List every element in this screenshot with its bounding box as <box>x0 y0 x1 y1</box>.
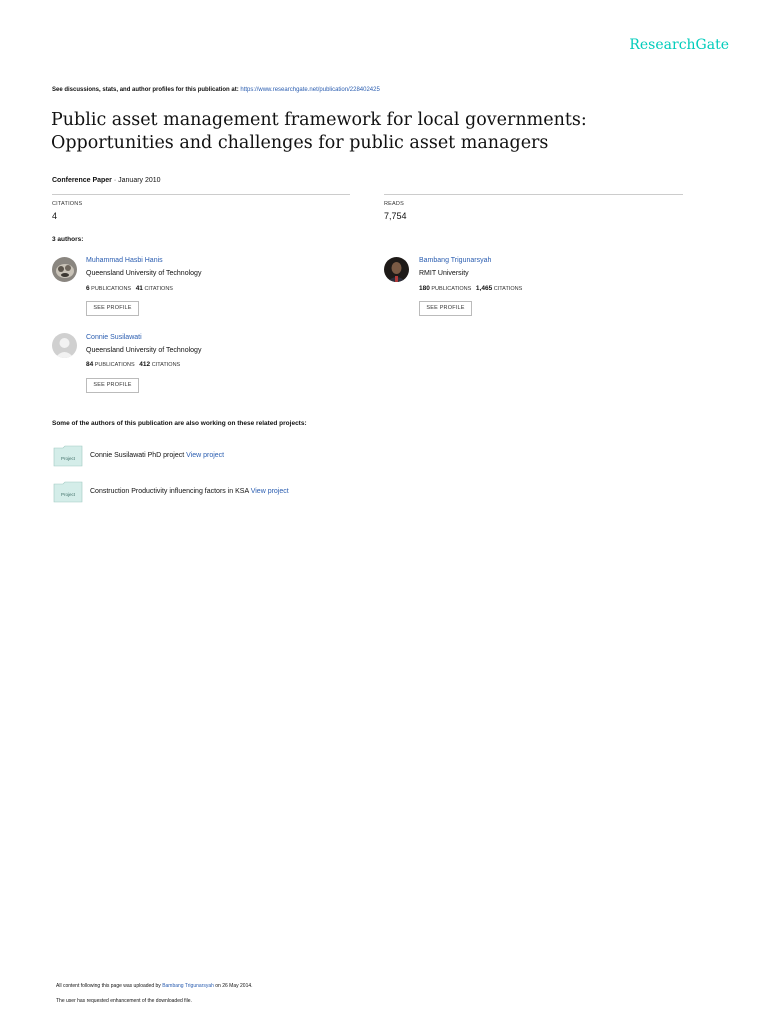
citations-value: 4 <box>52 211 58 221</box>
citations-count: 412 <box>139 361 151 368</box>
publications-label: PUBLICATIONS <box>94 362 135 368</box>
avatar-photo-icon <box>52 257 77 282</box>
researchgate-logo[interactable]: ResearchGate <box>629 37 729 53</box>
author-avatar[interactable] <box>52 333 77 358</box>
uploader-link[interactable]: Bambang Trigunarsyah <box>162 983 214 989</box>
publication-link[interactable]: https://www.researchgate.net/publication/228402425 <box>240 87 380 93</box>
reads-value: 7,754 <box>384 211 407 221</box>
discussion-text: See discussions, stats, and author profiles for this publication at: <box>52 87 239 93</box>
author-avatar[interactable] <box>384 257 409 282</box>
publications-label: PUBLICATIONS <box>431 286 472 292</box>
citations-count: 1,465 <box>475 285 493 292</box>
citations-count: 41 <box>135 285 143 292</box>
project-folder-icon[interactable] <box>53 481 83 503</box>
enhancement-note: The user has requested enhancement of the downloaded file. <box>56 998 192 1004</box>
paper-meta <box>52 177 161 184</box>
paper-title: Public asset management framework for local governments: Opportunities and challenges for public asset managers <box>51 110 587 153</box>
author-stats <box>419 285 522 292</box>
paper-type: Conference Paper <box>52 177 112 184</box>
upload-date: on 26 May 2014. <box>215 983 253 989</box>
discussion-line <box>52 87 380 93</box>
author-stats <box>86 361 180 368</box>
project-icon-label: Project <box>60 492 76 497</box>
project-title: Connie Susilawati PhD project <box>90 452 185 459</box>
author-avatar[interactable] <box>52 257 77 282</box>
see-profile-button[interactable]: SEE PROFILE <box>419 301 472 316</box>
avatar-photo-icon <box>384 257 409 282</box>
view-project-link[interactable]: View project <box>186 452 225 459</box>
project-item <box>90 488 289 495</box>
author-name[interactable]: Muhammad Hasbi Hanis <box>86 257 163 264</box>
see-profile-button[interactable]: SEE PROFILE <box>86 378 139 393</box>
author-institution: RMIT University <box>419 270 469 277</box>
authors-heading: 3 authors: <box>52 236 84 243</box>
citations-label: CITATIONS <box>493 286 523 292</box>
upload-prefix: All content following this page was uploaded by <box>56 983 161 989</box>
author-institution: Queensland University of Technology <box>86 270 202 277</box>
author-name[interactable]: Connie Susilawati <box>86 334 142 341</box>
reads-label: READS <box>384 201 404 207</box>
default-user-icon <box>52 333 77 358</box>
citations-label: CITATIONS <box>144 286 173 292</box>
citations-label: CITATIONS <box>52 201 83 207</box>
publications-count: 180 <box>419 285 430 292</box>
upload-note <box>56 983 253 989</box>
reads-divider <box>384 194 683 195</box>
view-project-link[interactable]: View project <box>250 488 289 495</box>
author-stats <box>86 285 173 292</box>
publications-label: PUBLICATIONS <box>91 286 132 292</box>
project-title: Construction Productivity influencing factors in KSA <box>90 488 249 495</box>
citations-divider <box>52 194 350 195</box>
folder-icon <box>53 445 83 467</box>
author-name[interactable]: Bambang Trigunarsyah <box>419 257 492 264</box>
project-icon-label: Project <box>60 456 76 461</box>
project-item <box>90 452 224 459</box>
project-folder-icon[interactable] <box>53 445 83 467</box>
paper-date: · January 2010 <box>113 177 161 184</box>
see-profile-button[interactable]: SEE PROFILE <box>86 301 139 316</box>
citations-label: CITATIONS <box>151 362 181 368</box>
author-institution: Queensland University of Technology <box>86 347 202 354</box>
folder-icon <box>53 481 83 503</box>
publications-count: 84 <box>86 361 94 368</box>
related-projects-heading: Some of the authors of this publication are also working on these related projects: <box>52 420 307 427</box>
publications-count: 6 <box>86 285 90 292</box>
